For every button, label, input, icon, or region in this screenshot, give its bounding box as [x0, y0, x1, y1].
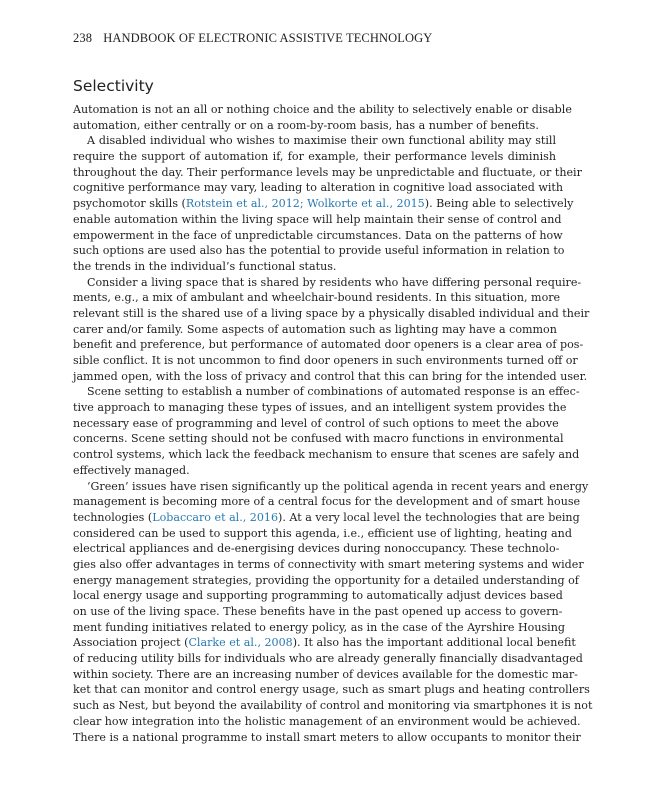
text-run: automation, either centrally or on a room-by-room basis, has a number of benefits.	[73, 118, 539, 132]
text-line	[73, 698, 593, 714]
text-run: There is a national programme to install smart meters to allow occupants to monitor their	[73, 730, 581, 744]
text-run: electrical appliances and de-energising devices during nonoccupancy. These technolo-	[73, 542, 560, 556]
text-line	[73, 714, 581, 730]
text-line	[73, 337, 584, 353]
text-run: effectively managed.	[73, 463, 190, 477]
text-run: within society. There are an increasing number of devices available for the domestic mar-	[73, 667, 578, 681]
text-line	[73, 682, 590, 698]
text-run: control systems, which lack the feedback mechanism to ensure that scenes are safely and	[73, 448, 580, 462]
text-run: ments, e.g., a mix of ambulant and wheelchair-bound residents. In this situation, more	[73, 291, 561, 305]
citation-link[interactable]: Lobaccaro et al., 2016	[152, 510, 279, 524]
text-line	[73, 431, 564, 447]
paragraph	[73, 384, 580, 478]
text-run: Consider a living space that is shared by residents who have differing personal require-	[87, 275, 582, 289]
text-run: tive approach to managing these types of issues, and an intelligent system provides the	[73, 401, 567, 415]
text-run: A disabled individual who wishes to maximise their own functional ability may still	[87, 134, 556, 148]
paragraph	[73, 102, 572, 133]
text-run: Scene setting to establish a number of combinations of automated response is an effec-	[87, 385, 580, 399]
text-run: ). At a very local level the technologies that are being	[278, 510, 580, 524]
text-run: cognitive performance may vary, leading to alteration in cognitive load associated with	[73, 181, 564, 195]
running-title: HANDBOOK OF ELECTRONIC ASSISTIVE TECHNOLOGY	[103, 31, 433, 45]
text-run: concerns. Scene setting should not be confused with macro functions in environmental	[73, 432, 564, 446]
text-line	[73, 620, 565, 636]
text-line	[73, 447, 580, 463]
text-line	[73, 494, 581, 510]
text-run: local energy usage and supporting programming to automatically adjust devices based	[73, 589, 563, 603]
text-line	[73, 400, 567, 416]
text-line	[73, 730, 581, 746]
text-line	[73, 196, 574, 212]
text-run: ). Being able to selectively	[424, 197, 574, 211]
text-run: benefit and preference, but performance of automated door openers is a clear area of pos-	[73, 338, 584, 352]
text-run: sible conflict. It is not uncommon to find door openers in such environments turned off or	[73, 354, 578, 367]
text-line	[73, 557, 584, 573]
text-run: management is becoming more of a central focus for the development and of smart house	[73, 495, 581, 509]
text-line	[73, 259, 556, 275]
text-line	[73, 275, 582, 291]
text-line	[73, 290, 561, 306]
text-line	[73, 180, 564, 196]
text-line	[73, 541, 560, 557]
text-run: on use of the living space. These benefits have in the past opened up access to govern-	[73, 605, 563, 618]
text-run: empowerment in the face of unpredictable circumstances. Data on the patterns of how	[73, 228, 563, 242]
text-run: such options are used also has the potential to provide useful information in relation to	[73, 244, 565, 258]
text-run: jammed open, with the loss of privacy and control that this can bring for the intended user.	[73, 369, 588, 383]
text-run: carer and/or family. Some aspects of automation such as lighting may have a common	[73, 322, 557, 336]
text-run: require the support of automation if, for example, their performance levels diminish	[73, 150, 556, 164]
text-line	[73, 212, 562, 228]
text-run: gies also offer advantages in terms of connectivity with smart metering systems and wider	[73, 557, 584, 571]
text-line	[73, 479, 589, 495]
page-number: 238	[73, 31, 93, 45]
text-line	[73, 526, 572, 542]
text-run: necessary ease of programming and level of control of such options to meet the above	[73, 416, 559, 430]
text-line	[73, 133, 556, 149]
text-run: throughout the day. Their performance levels may be unpredictable and fluctuate, or their	[73, 165, 582, 179]
paragraph	[73, 133, 582, 274]
text-run: the trends in the individual’s functional status.	[73, 259, 337, 273]
text-line	[73, 306, 590, 322]
text-run: considered can be used to support this agenda, i.e., efficient use of lighting, heating and	[73, 526, 572, 540]
text-run: ment funding initiatives related to energy policy, as in the case of the Ayrshire Housing	[73, 620, 565, 634]
text-line	[73, 416, 559, 432]
citation-link[interactable]: Clarke et al., 2008	[188, 636, 293, 650]
text-line	[73, 635, 576, 651]
text-line	[73, 369, 588, 385]
text-line	[73, 102, 572, 118]
text-run: ). It also has the important additional local benefit	[292, 636, 576, 650]
text-run: psychomotor skills (	[73, 197, 186, 211]
text-run: Automation is not an all or nothing choice and the ability to selectively enable or disable	[73, 103, 572, 116]
text-run: enable automation within the living space will help maintain their sense of control and	[73, 212, 562, 226]
body-text	[73, 102, 593, 745]
text-run: such as Nest, but beyond the availability of control and monitoring via smartphones it is not	[73, 699, 593, 713]
text-line	[73, 353, 578, 369]
text-line	[73, 463, 556, 479]
section-heading: Selectivity	[73, 77, 154, 95]
text-line	[73, 165, 582, 181]
text-line	[73, 149, 556, 165]
paragraph	[73, 275, 590, 385]
text-line	[73, 510, 580, 526]
text-line	[73, 322, 556, 338]
text-run: technologies (	[73, 510, 153, 524]
paragraph	[73, 479, 593, 746]
text-line	[73, 667, 578, 683]
text-line	[73, 384, 580, 400]
text-line	[73, 243, 565, 259]
text-run: ket that can monitor and control energy usage, such as smart plugs and heating controllers	[73, 683, 590, 697]
text-run: energy management strategies, providing the opportunity for a detailed understanding of	[73, 573, 579, 587]
text-run: ‘Green’ issues have risen significantly up the political agenda in recent years and energy	[87, 479, 589, 493]
text-line	[73, 588, 563, 604]
text-run: of reducing utility bills for individuals who are already generally financially disadvantaged	[73, 652, 583, 666]
text-run: clear how integration into the holistic management of an environment would be achieved.	[73, 714, 581, 728]
text-line	[73, 651, 583, 667]
text-line	[73, 118, 556, 134]
text-run: relevant still is the shared use of a living space by a physically disabled individual and their	[73, 306, 590, 320]
text-line	[73, 604, 563, 620]
citation-link[interactable]: Rotstein et al., 2012; Wolkorte et al., 2015	[185, 197, 425, 211]
text-run: Association project (	[73, 636, 189, 650]
text-line	[73, 228, 563, 244]
text-line	[73, 573, 579, 589]
running-header	[73, 31, 432, 46]
